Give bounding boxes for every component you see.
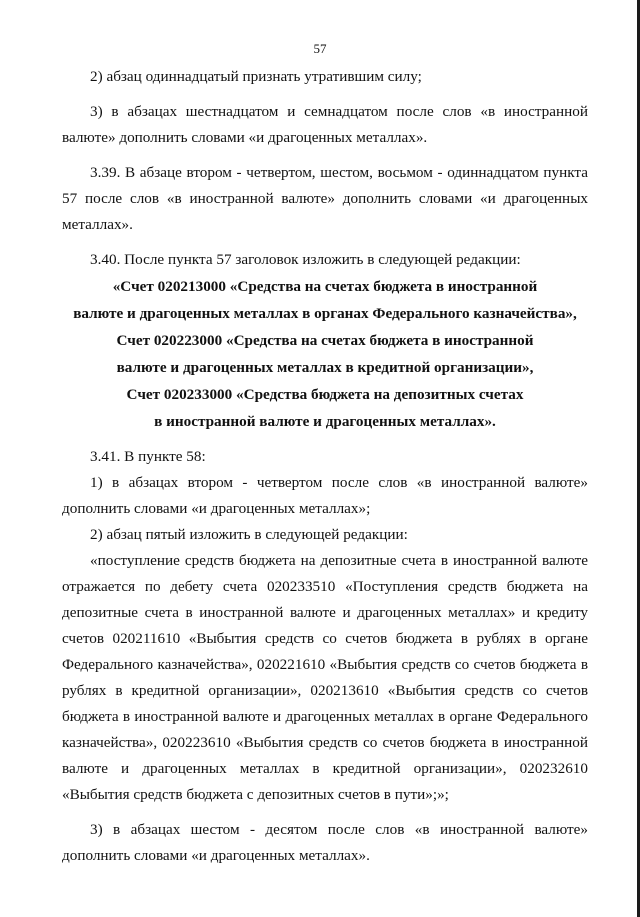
paragraph-3-40: 3.40. После пункта 57 заголовок изложить в следующей редакции:: [90, 251, 521, 268]
heading-line: валюте и драгоценных металлах в кредитной организации»,: [116, 359, 534, 376]
paragraph-sub-2: 2) абзац пятый изложить в следующей редакции:: [90, 526, 408, 543]
page-number: 57: [313, 41, 327, 56]
heading-line: Счет 020233000 «Средства бюджета на депозитных счетах: [126, 386, 524, 403]
paragraph-sub-1: 1) в абзацах втором - четвертом после слов «в иностранной валюте» дополнить словами «и драгоценных металлах»;: [62, 474, 588, 517]
document-body: [62, 64, 588, 869]
paragraph-3-39: 3.39. В абзаце втором - четвертом, шестом, восьмом - одиннадцатом пункта 57 после слов «в иностранной валюте» дополнить словами «и драгоценных металлах».: [62, 164, 588, 233]
quoted-paragraph: «поступление средств бюджета на депозитные счета в иностранной валюте отражается по дебету счета 020233510 «Поступления средств бюджета на депозитные счета в иностранной валюте и драгоценных металлах» и кредиту счетов 020211610 «Выбытия средств со счетов бюджета в рублях в органе Федерального казначейства», 020221610 «Выбытия средств со счетов бюджета в рублях в кредитной организации», 020213610 «Выбытия средств со счетов бюджета в иностранной валюте и драгоценных металлах в органе Федерального казначейства», 020223610 «Выбытия средств со счетов бюджета в иностранной валюте и драгоценных металлах в кредитной организации», 020232610 «Выбытия средств бюджета с депозитных счетов в пути»;»;: [62, 552, 588, 803]
heading-line: Счет 020223000 «Средства на счетах бюджета в иностранной: [116, 332, 534, 349]
account-headings: [62, 273, 588, 435]
paragraph-item-3: 3) в абзацах шестнадцатом и семнадцатом после слов «в иностранной валюте» дополнить словами «и драгоценных металлах».: [62, 103, 588, 146]
paragraph-3-41: 3.41. В пункте 58:: [90, 448, 206, 465]
heading-line: в иностранной валюте и драгоценных металлах».: [154, 413, 496, 430]
heading-line: «Счет 020213000 «Средства на счетах бюджета в иностранной: [112, 278, 538, 295]
paragraph-sub-3: 3) в абзацах шестом - десятом после слов «в иностранной валюте» дополнить словами «и драгоценных металлах».: [62, 821, 588, 864]
heading-line: валюте и драгоценных металлах в органах Федерального казначейства»,: [73, 305, 577, 322]
paragraph-item-2: 2) абзац одиннадцатый признать утратившим силу;: [90, 68, 422, 85]
